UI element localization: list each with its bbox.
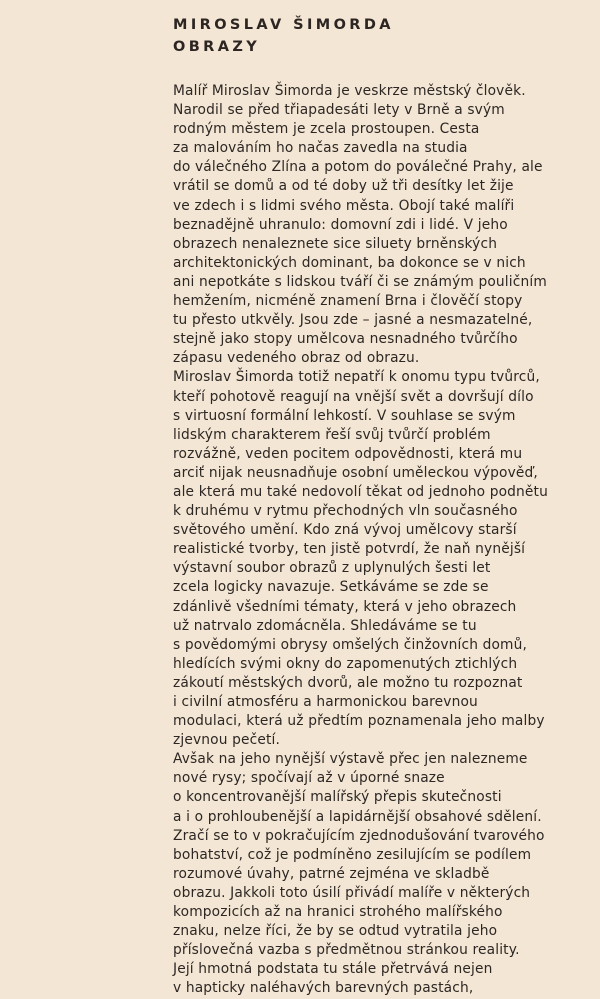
text-line: obrazu. Jakkoli toto úsilí přivádí malíře v některých (173, 884, 531, 901)
text-line: znaku, nelze říci, že by se odtud vytratila jeho (173, 923, 498, 940)
text-line: zcela logicky navazuje. Setkáváme se zde se (173, 579, 489, 596)
text-line: rodným městem je zcela prostoupen. Cesta (173, 121, 480, 138)
text-line: výstavní soubor obrazů z uplynulých šesti let (173, 560, 491, 577)
text-line: Avšak na jeho nynější výstavě přec jen nalezneme (173, 751, 528, 768)
text-line: a i o prohloubenější a lapidárnější obsahové sdělení. (173, 808, 542, 825)
text-line: zdánlivě všedními tématy, která v jeho obrazech (173, 598, 517, 615)
text-line: kompozicích až na hranici strohého malířského (173, 904, 503, 921)
text-line: s virtuosní formální lehkostí. V souhlase se svým (173, 407, 516, 424)
text-line: do válečného Zlína a potom do poválečné Prahy, ale (173, 159, 543, 176)
text-line: Zračí se to v pokračujícím zjednodušování tvarového (173, 827, 545, 844)
text-line: bohatství, což je podmíněno zesilujícím se podílem (173, 846, 532, 863)
text-line: k druhému v rytmu přechodných vln současného (173, 503, 518, 520)
text-line: hemžením, nicméně znamení Brna i člověčí stopy (173, 293, 523, 310)
text-line: v hapticky naléhavých barevných pastách, (173, 980, 474, 997)
text-line: Narodil se před třiapadesáti lety v Brně a svým (173, 102, 505, 119)
body-text (173, 82, 600, 999)
text-line: Miroslav Šimorda totiž nepatří k onomu typu tvůrců, (173, 369, 540, 386)
text-line: kteří pohotově reagují na vnější svět a dovršují dílo (173, 388, 534, 405)
text-line: obrazech nenaleznete sice siluety brněnských (173, 235, 498, 252)
text-line: stejně jako stopy umělcova nesnadného tvůrčího (173, 331, 518, 348)
text-line: zákoutí městských dvorů, ale možno tu rozpoznat (173, 674, 523, 691)
text-line: vrátil se domů a od té doby už tři desítky let žije (173, 178, 514, 195)
text-line: Její hmotná podstata tu stále přetrvává nejen (173, 961, 493, 978)
text-line: rozvážně, veden pocitem odpovědnosti, která mu (173, 445, 523, 462)
text-line: realistické tvorby, ten jistě potvrdí, že naň nynější (173, 541, 526, 558)
text-line: tu přesto utkvěly. Jsou zde – jasné a nesmazatelné, (173, 312, 533, 329)
text-line: rozumové úvahy, patrné zejména ve skladbě (173, 865, 490, 882)
text-line: i civilní atmosféru a harmonickou barevnou (173, 694, 478, 710)
page-header (173, 14, 394, 58)
text-line: příslovečná vazba s předmětnou stránkou reality. (173, 942, 520, 959)
text-line: lidským charakterem řeší svůj tvůrčí problém (173, 426, 491, 443)
text-line: ve zdech i s lidmi svého města. Obojí také malíři (173, 197, 515, 214)
text-line: Malíř Miroslav Šimorda je veskrze městský člověk. (173, 83, 526, 99)
document-title: OBRAZY (173, 39, 261, 55)
text-line: ani nepotkáte s lidskou tváří či se známým pouličním (173, 273, 547, 290)
text-line: zjevnou pečetí. (173, 732, 281, 749)
text-line: s povědomými obrysy omšelých činžovních domů, (173, 636, 528, 653)
text-line: nové rysy; spočívají až v úporné snaze (173, 770, 445, 787)
text-line: světového umění. Kdo zná vývoj umělcovy starší (173, 522, 517, 539)
text-line: zápasu vedeného obraz od obrazu. (173, 350, 420, 367)
text-line: už natrvalo zdomácněla. Shledáváme se tu (173, 617, 477, 634)
text-line: hledících svými okny do zapomenutých ztichlých (173, 655, 518, 672)
text-line: o koncentrovanější malířský přepis skutečnosti (173, 789, 502, 806)
text-line: beznadějně uhranulo: domovní zdi i lidé. V jeho (173, 216, 508, 233)
text-line: architektonických dominant, ba dokonce se v nich (173, 254, 526, 271)
text-line: arciť nijak neusnadňuje osobní uměleckou výpověď, (173, 464, 538, 481)
text-line: modulaci, která už předtím poznamenala jeho malby (173, 713, 545, 730)
author-name: MIROSLAV ŠIMORDA (173, 17, 394, 33)
text-line: ale která mu také nedovolí těkat od jednoho podnětu (173, 483, 548, 500)
text-line: za malováním ho načas zavedla na studia (173, 140, 468, 157)
